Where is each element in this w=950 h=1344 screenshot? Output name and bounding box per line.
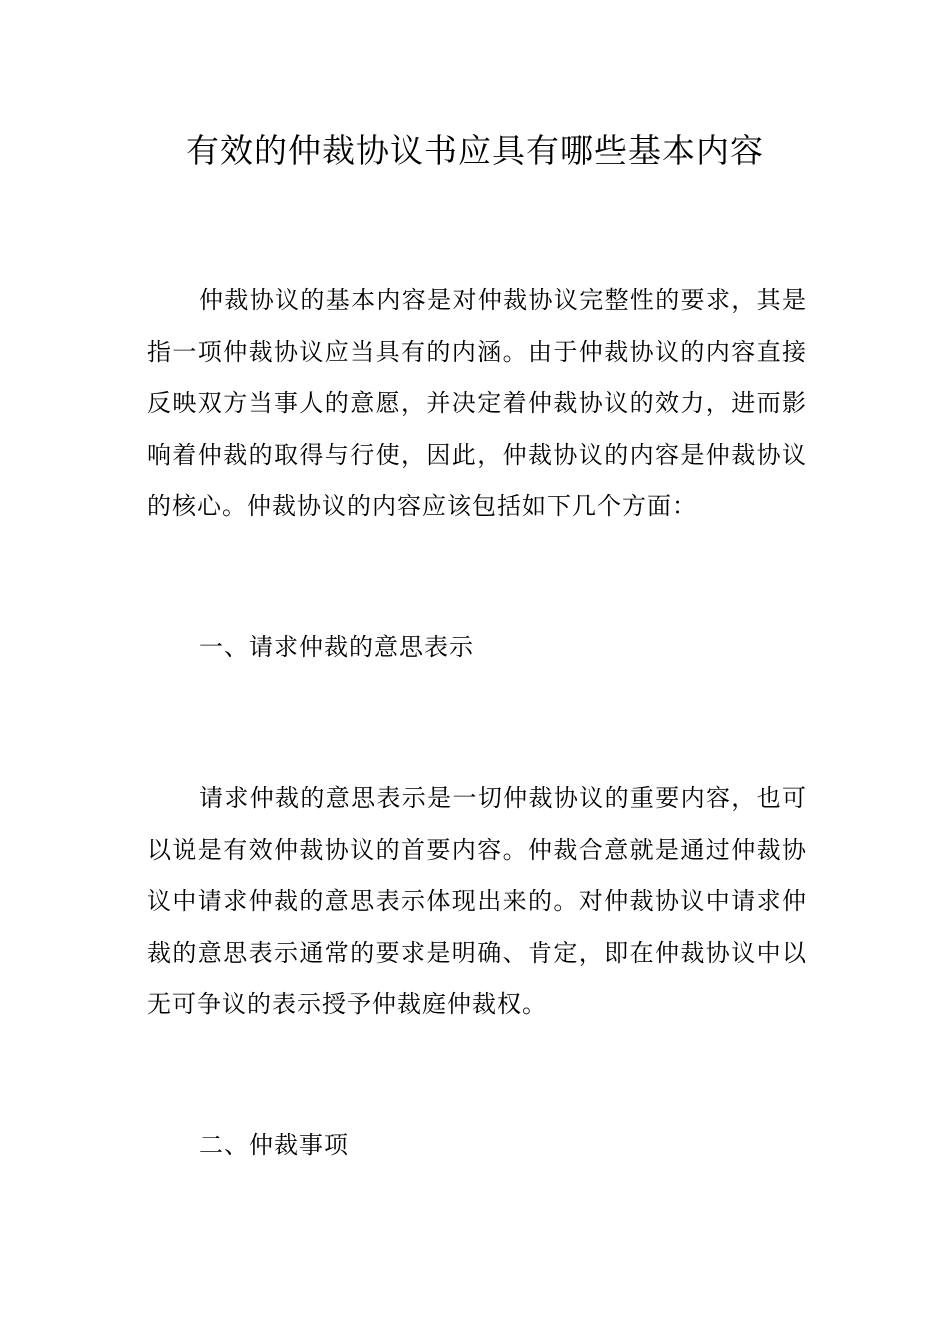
document-title: 有效的仲裁协议书应具有哪些基本内容 bbox=[186, 131, 764, 170]
section-heading-2: 二、仲裁事项 bbox=[199, 1131, 349, 1159]
intro-paragraph: 仲裁协议的基本内容是对仲裁协议完整性的要求，其是指一项仲裁协议应当具有的内涵。由于仲裁协议的内容直接反映双方当事人的意愿，并决定着仲裁协议的效力，进而影响着仲裁的取得与行使，因此，仲裁协议的内容是仲裁协议的核心。仲裁协议的内容应该包括如下几个方面： bbox=[147, 286, 807, 520]
section-1-paragraph: 请求仲裁的意思表示是一切仲裁协议的重要内容，也可以说是有效仲裁协议的首要内容。仲裁合意就是通过仲裁协议中请求仲裁的意思表示体现出来的。对仲裁协议中请求仲裁的意思表示通常的要求是明确、肯定，即在仲裁协议中以无可争议的表示授予仲裁庭仲裁权。 bbox=[147, 784, 807, 1018]
section-heading-1: 一、请求仲裁的意思表示 bbox=[199, 633, 474, 661]
